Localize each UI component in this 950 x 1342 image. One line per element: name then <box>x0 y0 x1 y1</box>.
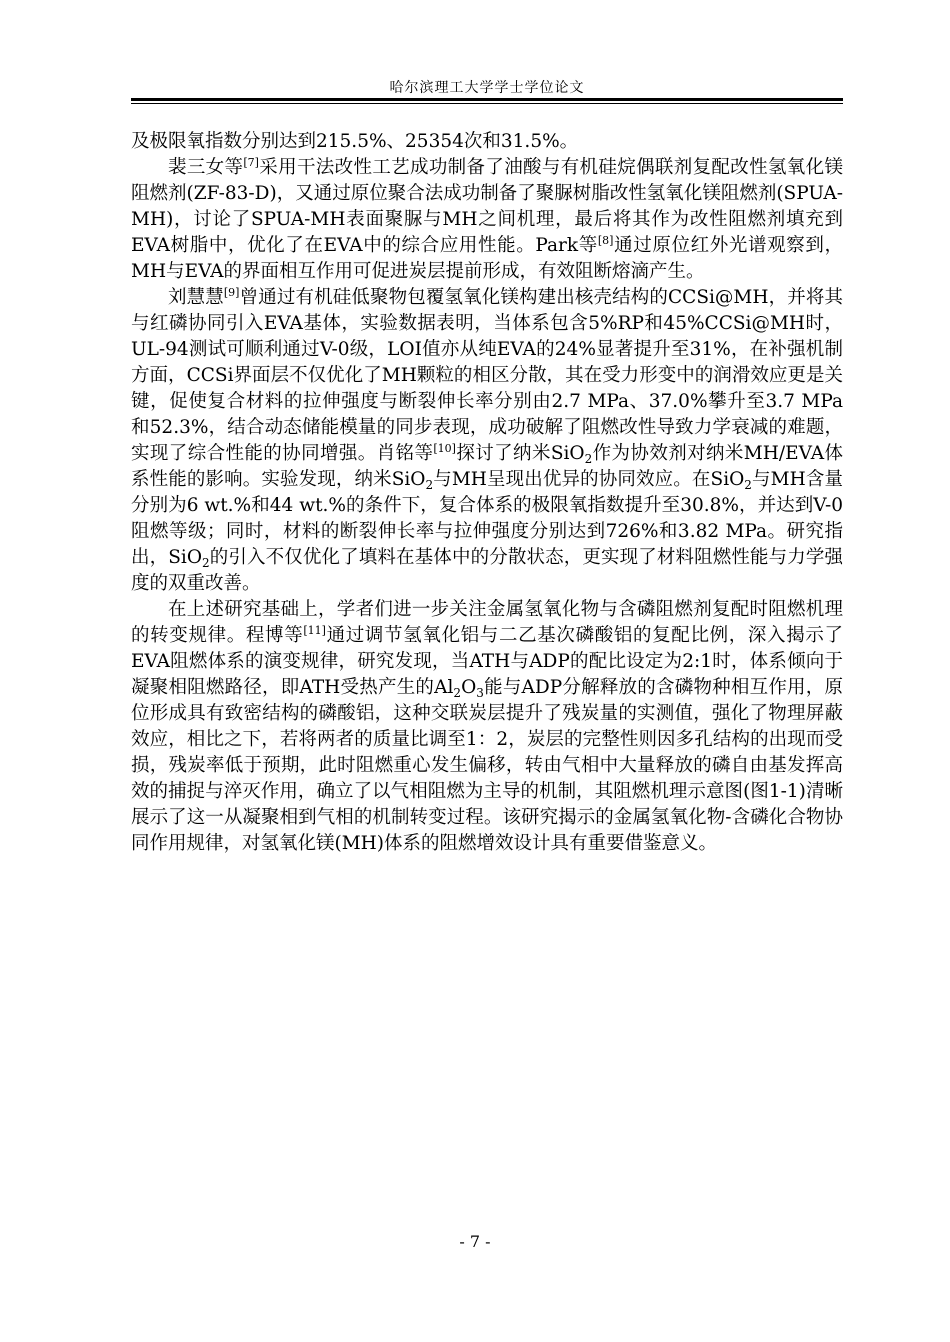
text-run: 曾通过有机硅低聚物包覆氢氧化镁构建出核壳结构的CCSi@MH，并将其与红磷协同引入EVA基体，实验数据表明，当体系包含5%RP和45%CCSi@MH时，UL-94测试可顺利通过V-0级，LOI值亦从纯EVA的24%显著提升至31%，在补强机制方面，CCSi界面层不仅优化了MH颗粒的相区分散，其在受力形变中的润滑效应更是关键，促使复合材料的拉伸强度与断裂伸长率分别由2.7 MPa、37.0%攀升至3.7 MPa和52.3%，结合动态储能模量的同步表现，成功破解了阻燃改性导致力学衰减的难题，实现了综合性能的协同增强。肖铭等 <box>131 287 843 464</box>
citation-ref: [7] <box>243 156 259 169</box>
text-run: 刘慧慧 <box>168 287 224 308</box>
body-text <box>131 129 843 857</box>
subscript: 2 <box>202 556 210 570</box>
text-run: 裴三女等 <box>168 157 244 178</box>
text-run: 作为协效剂对纳米MH/EVA体系性能的影响。实验发现，纳米SiO <box>131 443 843 490</box>
paragraph-2 <box>131 155 843 285</box>
text-run: 采用干法改性工艺成功制备了油酸与有机硅烷偶联剂复配改性氢氧化镁阻燃剂(ZF-83-D)，又通过原位聚合法成功制备了聚脲树脂改性氢氧化镁阻燃剂(SPUA-MH)，讨论了SPUA-MH表面聚脲与MH之间机理，最后将其作为改性阻燃剂填充到EVA树脂中，优化了在EVA中的综合应用性能。Park等 <box>131 157 843 256</box>
subscript: 2 <box>425 478 434 492</box>
text-run: 探讨了纳米SiO <box>455 443 585 464</box>
subscript: 2 <box>744 478 752 492</box>
header-rule-thin <box>131 103 843 104</box>
text-run: 在上述研究基础上，学者们进一步关注金属氢氧化物与含磷阻燃剂复配时阻燃机理的转变规律。程博等 <box>131 599 843 646</box>
text-run: 与MH呈现出优异的协同效应。在SiO <box>433 469 745 490</box>
header-rule-thick <box>131 98 843 101</box>
subscript: 2 <box>584 452 593 466</box>
text-run: 通过原位红外光谱观察到，MH与EVA的界面相互作用可促进炭层提前形成，有效阻断熔滴产生。 <box>131 235 843 282</box>
paragraph-4 <box>131 597 843 857</box>
text-run: 通过调节氢氧化铝与二乙基次磷酸铝的复配比例，深入揭示了EVA阻燃体系的演变规律，研究发现，当ATH与ADP的配比设定为2:1时，体系倾向于凝聚相阻燃路径，即ATH受热产生的Al <box>131 625 843 698</box>
citation-ref: [11] <box>303 624 326 637</box>
subscript: 3 <box>476 686 484 700</box>
text-run: O <box>461 677 477 698</box>
text-run: 的引入不仅优化了填料在基体中的分散状态，更实现了材料阻燃性能与力学强度的双重改善。 <box>131 547 843 594</box>
page-number: - 7 - <box>459 1232 491 1251</box>
text-run: 与MH含量分别为6 wt.%和44 wt.%的条件下，复合体系的极限氧指数提升至30.8%，并达到V-0阻燃等级；同时，材料的断裂伸长率与拉伸强度分别达到726%和3.82 MPa。研究指出，SiO <box>131 469 843 568</box>
paragraph-1 <box>131 129 843 155</box>
citation-ref: [9] <box>223 286 240 299</box>
text-run: 及极限氧指数分别达到215.5%、25354次和31.5%。 <box>131 131 579 152</box>
subscript: 2 <box>453 686 462 700</box>
paragraph-3 <box>131 285 843 597</box>
citation-ref: [8] <box>597 234 614 247</box>
text-run: 能与ADP分解释放的含磷物种相互作用，原位形成具有致密结构的磷酸铝，这种交联炭层提升了残炭量的实测值，强化了物理屏蔽效应，相比之下，若将两者的质量比调至1：2，炭层的完整性则因多孔结构的出现而受损，残炭率低于预期，此时阻燃重心发生偏移，转由气相中大量释放的磷自由基发挥高效的捕捉与淬灭作用，确立了以气相阻燃为主导的机制，其阻燃机理示意图(图1-1)清晰展示了这一从凝聚相到气相的机制转变过程。该研究揭示的金属氢氧化物-含磷化合物协同作用规律，对氢氧化镁(MH)体系的阻燃增效设计具有重要借鉴意义。 <box>131 677 843 854</box>
running-header: 哈尔滨理工大学学士学位论文 <box>389 80 585 96</box>
citation-ref: [10] <box>433 442 456 455</box>
